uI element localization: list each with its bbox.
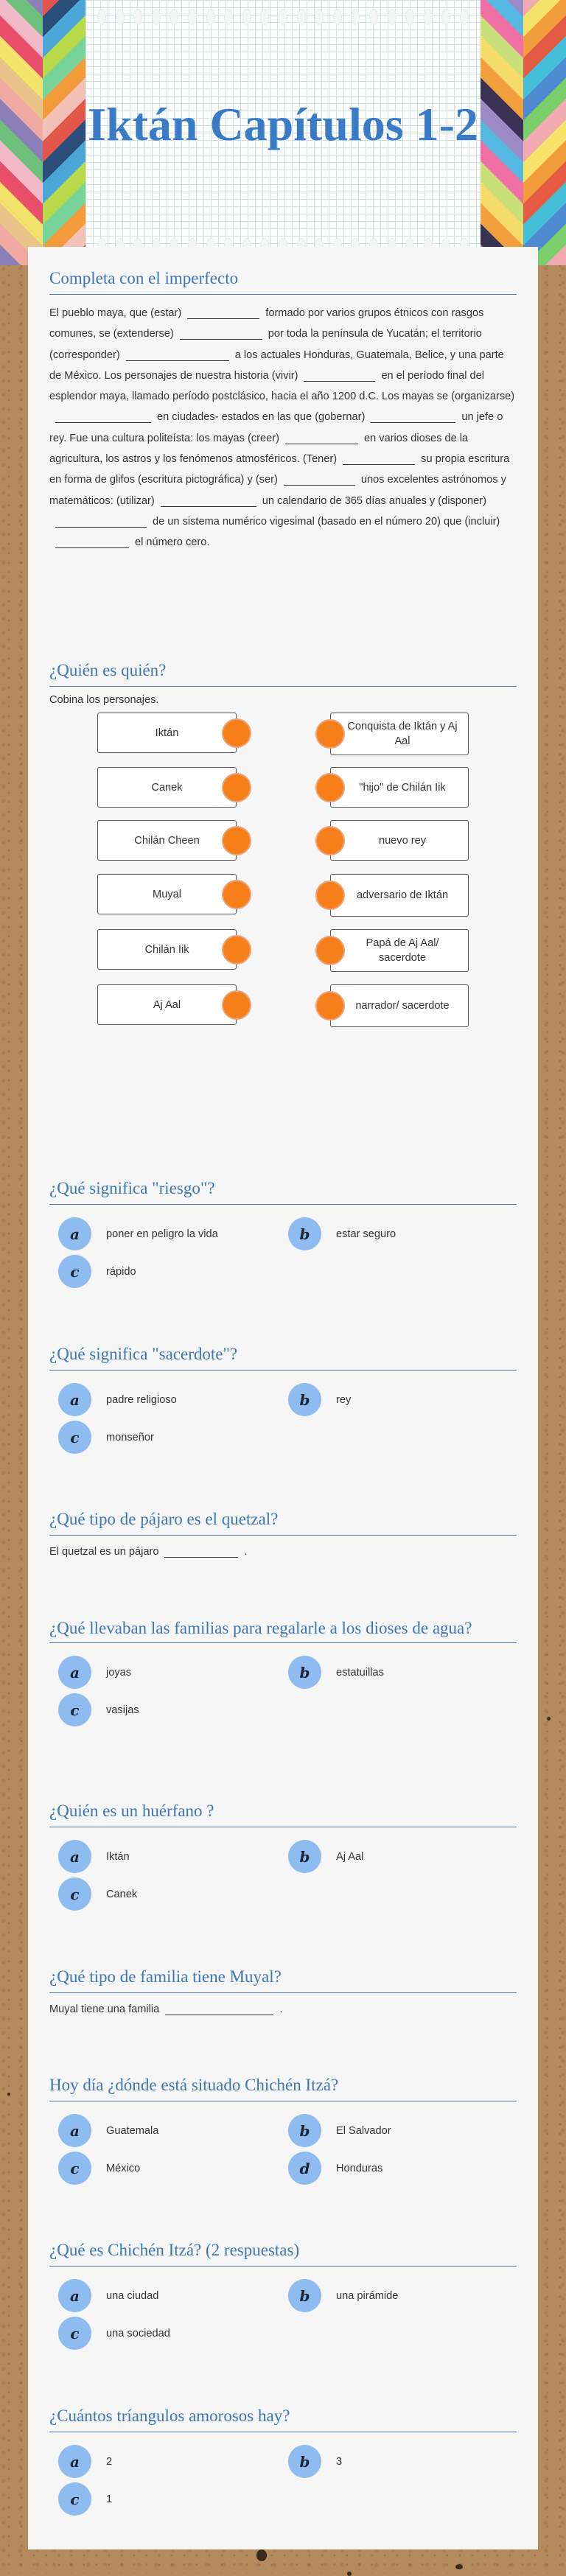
section-familias	[49, 1619, 517, 1729]
option-b[interactable]	[279, 1653, 509, 1691]
match-right-item[interactable]	[330, 929, 469, 972]
match-right-item[interactable]	[330, 820, 469, 861]
options-list	[49, 2277, 517, 2352]
match-label: Chilán Iik	[144, 943, 189, 956]
blank-input[interactable]	[161, 494, 256, 507]
section-chichen-que	[49, 2239, 517, 2352]
match-label: nuevo rey	[378, 834, 427, 847]
cloze-paragraph	[49, 303, 517, 553]
option-text: rey	[336, 1393, 352, 1406]
connector-dot[interactable]	[315, 936, 345, 965]
match-right-item[interactable]	[330, 984, 469, 1027]
section-heading: Hoy día ¿dónde está situado Chichén Itzá?	[49, 2074, 517, 2101]
blank-input[interactable]	[284, 472, 355, 486]
option-text: una ciudad	[106, 2289, 159, 2302]
connector-dot[interactable]	[222, 773, 251, 802]
blank-input[interactable]	[165, 2002, 273, 2015]
ink-spot	[455, 2564, 463, 2569]
section-sacerdote	[49, 1343, 517, 1456]
text-segment: un jefe o rey. Fue una cultura politeísta: los mayas (creer)	[49, 411, 503, 444]
option-c[interactable]	[49, 2314, 279, 2352]
worksheet-card	[28, 247, 538, 2549]
option-letter-badge: a	[58, 1656, 91, 1689]
chevron-pattern	[523, 0, 566, 265]
option-text: una sociedad	[106, 2327, 170, 2339]
match-left-item[interactable]	[97, 929, 237, 970]
match-left-item[interactable]	[97, 767, 237, 808]
option-c[interactable]	[49, 2149, 279, 2187]
text-segment: de un sistema numérico vigesimal (basado en el número 20) que (incluir)	[153, 515, 500, 528]
section-heading: ¿Qué llevaban las familias para regalarle a los dioses de agua?	[49, 1619, 517, 1643]
text-segment: el número cero.	[135, 536, 210, 549]
blank-input[interactable]	[285, 431, 358, 444]
section-heading: ¿Qué es Chichén Itzá? (2 respuestas)	[49, 2239, 517, 2267]
option-letter-badge: c	[58, 1255, 91, 1288]
match-label: "hijo" de Chilán Iik	[359, 781, 446, 794]
section-heading: ¿Cuántos tríangulos amorosos hay?	[49, 2405, 517, 2432]
match-label: Canek	[151, 781, 183, 794]
connector-dot[interactable]	[222, 880, 251, 909]
text-segment: formado por varios grupos étnicos con rasgos comunes, se (extenderse)	[49, 307, 484, 340]
options-list	[49, 2443, 517, 2518]
option-letter-badge: b	[288, 2445, 321, 2478]
option-text: Honduras	[336, 2162, 383, 2174]
ink-spot	[347, 2572, 352, 2576]
instruction-text: Cobina los personajes.	[49, 694, 159, 706]
match-label: Conquista de Iktán y Aj Aal	[347, 721, 458, 747]
connector-dot[interactable]	[315, 991, 345, 1021]
text-segment: en el período final del esplendor maya, llamado período postclásico, hacia el año 1200 d.C. Los mayas se (organizarse)	[49, 369, 515, 403]
options-list	[49, 2112, 517, 2187]
match-label: Iktán	[155, 727, 179, 739]
text-segment: su propia escritura en forma de glifos (escritura pictográfica) y (ser)	[49, 453, 510, 486]
blank-input[interactable]	[304, 368, 375, 382]
option-letter-badge: a	[58, 2445, 91, 2478]
option-b[interactable]	[279, 1215, 509, 1253]
option-text: padre religioso	[106, 1393, 177, 1406]
option-letter-badge: c	[58, 2482, 91, 2516]
option-text: Aj Aal	[336, 1850, 364, 1863]
option-c[interactable]	[49, 1691, 279, 1729]
connector-dot[interactable]	[222, 826, 251, 855]
option-c[interactable]	[49, 1253, 279, 1290]
fill-sentence	[49, 2001, 517, 2017]
text-segment: .	[244, 1546, 248, 1558]
graph-paper	[85, 0, 481, 265]
option-text: estar seguro	[336, 1228, 396, 1240]
option-letter-badge: c	[58, 2152, 91, 2185]
text-segment: El quetzal es un pájaro	[49, 1546, 159, 1558]
connector-dot[interactable]	[222, 935, 251, 965]
option-letter-badge: b	[288, 1383, 321, 1416]
option-text: 3	[336, 2455, 343, 2468]
options-list	[49, 1838, 517, 1913]
match-label: narrador/ sacerdote	[355, 1000, 450, 1012]
connector-dot[interactable]	[315, 773, 345, 802]
option-a[interactable]	[49, 1215, 279, 1253]
option-letter-badge: b	[288, 1840, 321, 1873]
option-letter-badge: b	[288, 1656, 321, 1689]
chevron-pattern	[481, 0, 523, 265]
text-segment: por toda la península de Yucatán; el territorio (corresponder)	[49, 328, 482, 361]
match-label: Papá de Aj Aal/ sacerdote	[366, 937, 439, 964]
ink-spot	[7, 2093, 10, 2096]
option-text: vasijas	[106, 1704, 139, 1716]
text-segment: .	[279, 2003, 283, 2015]
section-heading: Completa con el imperfecto	[49, 267, 517, 295]
section-heading: ¿Qué tipo de pájaro es el quetzal?	[49, 1508, 517, 1536]
option-letter-badge: c	[58, 2317, 91, 2350]
match-label: Aj Aal	[153, 998, 181, 1011]
connector-dot[interactable]	[222, 718, 251, 748]
section-heading: ¿Qué tipo de familia tiene Muyal?	[49, 1966, 517, 1993]
section-chichen-lugar	[49, 2074, 517, 2187]
option-text: México	[106, 2162, 141, 2174]
option-text: 2	[106, 2455, 113, 2468]
section-heading: ¿Qué significa "sacerdote"?	[49, 1343, 517, 1371]
ink-spot	[256, 2549, 267, 2561]
match-right-item[interactable]	[330, 874, 469, 917]
text-segment: El pueblo maya, que (estar)	[49, 307, 182, 319]
option-b[interactable]	[279, 2112, 509, 2149]
option-text: poner en peligro la vida	[106, 1228, 218, 1240]
section-muyal	[49, 1966, 517, 2017]
option-b[interactable]	[279, 1838, 509, 1875]
option-a[interactable]	[49, 1653, 279, 1691]
option-a[interactable]	[49, 2112, 279, 2149]
option-c[interactable]	[49, 1418, 279, 1456]
blank-input[interactable]	[187, 306, 259, 319]
option-text: rápido	[106, 1265, 136, 1278]
option-b[interactable]	[279, 1381, 509, 1418]
match-left-item[interactable]	[97, 713, 237, 753]
option-letter-badge: a	[58, 1383, 91, 1416]
paper-holes	[97, 9, 469, 25]
blank-input[interactable]	[55, 514, 147, 528]
blank-input[interactable]	[164, 1544, 238, 1558]
option-c[interactable]	[49, 1875, 279, 1913]
header-banner	[0, 0, 566, 265]
option-a[interactable]	[49, 2443, 279, 2480]
option-b[interactable]	[279, 2443, 509, 2480]
option-a[interactable]	[49, 1838, 279, 1875]
match-left-item[interactable]	[97, 874, 237, 914]
option-text: joyas	[106, 1666, 132, 1679]
blank-input[interactable]	[126, 348, 229, 361]
option-letter-badge: d	[288, 2152, 321, 2185]
blank-input[interactable]	[55, 410, 151, 423]
option-letter-badge: c	[58, 1877, 91, 1911]
match-left-item[interactable]	[97, 820, 237, 861]
option-text: una pirámide	[336, 2289, 399, 2302]
fill-sentence	[49, 1544, 517, 1560]
option-text: 1	[106, 2493, 113, 2505]
match-label: Chilán Cheen	[134, 834, 200, 847]
option-text: estatuillas	[336, 1666, 384, 1679]
option-b[interactable]	[279, 2277, 509, 2314]
match-left-item[interactable]	[97, 984, 237, 1025]
section-heading: ¿Quién es quién?	[49, 659, 517, 687]
match-right-item[interactable]	[330, 767, 469, 808]
blank-input[interactable]	[55, 535, 129, 548]
section-quetzal	[49, 1508, 517, 1560]
section-heading: ¿Quién es un huérfano ?	[49, 1800, 517, 1827]
option-letter-badge: a	[58, 2279, 91, 2312]
ink-spot	[547, 1717, 551, 1721]
page-title: Iktán Capítulos 1-2	[88, 98, 478, 150]
options-list	[49, 1215, 517, 1290]
option-a[interactable]	[49, 1381, 279, 1418]
option-text: monseñor	[106, 1431, 154, 1443]
option-c[interactable]	[49, 2480, 279, 2518]
option-letter-badge: c	[58, 1693, 91, 1726]
text-segment: en varios dioses de la agricultura, los astros y los fenómenos atmosféricos. (Tener)	[49, 432, 469, 466]
text-segment: a los actuales Honduras, Guatemala, Belice, y una parte de México. Los personajes de nuestra historia (vivir)	[49, 349, 504, 382]
blank-input[interactable]	[180, 326, 262, 340]
section-triangulos	[49, 2405, 517, 2518]
option-a[interactable]	[49, 2277, 279, 2314]
text-segment: unos excelentes astrónomos y matemáticos: (utilizar)	[49, 474, 506, 507]
section-quien-es-quien	[49, 659, 517, 1072]
option-text: Guatemala	[106, 2124, 159, 2137]
option-letter-badge: b	[288, 1217, 321, 1250]
option-letter-badge: c	[58, 1421, 91, 1454]
section-heading: ¿Qué significa "riesgo"?	[49, 1177, 517, 1205]
connector-dot[interactable]	[315, 826, 345, 855]
chevron-pattern	[0, 0, 43, 265]
options-list	[49, 1653, 517, 1729]
match-right-item[interactable]	[330, 713, 469, 755]
option-text: Canek	[106, 1888, 138, 1900]
blank-input[interactable]	[343, 452, 415, 465]
option-letter-badge: a	[58, 1217, 91, 1250]
text-segment: Muyal tiene una familia	[49, 2003, 160, 2015]
connector-dot[interactable]	[315, 719, 345, 749]
options-list	[49, 1381, 517, 1456]
blank-input[interactable]	[371, 410, 455, 423]
section-riesgo	[49, 1177, 517, 1290]
option-d[interactable]	[279, 2149, 509, 2187]
text-segment: en ciudades- estados en las que (gobernar)	[157, 411, 366, 424]
chevron-pattern	[43, 0, 85, 265]
match-label: adversario de Iktán	[356, 889, 449, 901]
option-text: El Salvador	[336, 2124, 391, 2137]
option-letter-badge: b	[288, 2114, 321, 2147]
connector-dot[interactable]	[315, 881, 345, 910]
option-letter-badge: b	[288, 2279, 321, 2312]
section-huerfano	[49, 1800, 517, 1913]
text-segment: un calendario de 365 días anuales y (disponer)	[262, 494, 486, 507]
option-letter-badge: a	[58, 1840, 91, 1873]
option-text: Iktán	[106, 1850, 130, 1863]
match-label: Muyal	[153, 888, 181, 900]
option-letter-badge: a	[58, 2114, 91, 2147]
section-imperfecto	[49, 267, 517, 553]
connector-dot[interactable]	[222, 990, 251, 1020]
